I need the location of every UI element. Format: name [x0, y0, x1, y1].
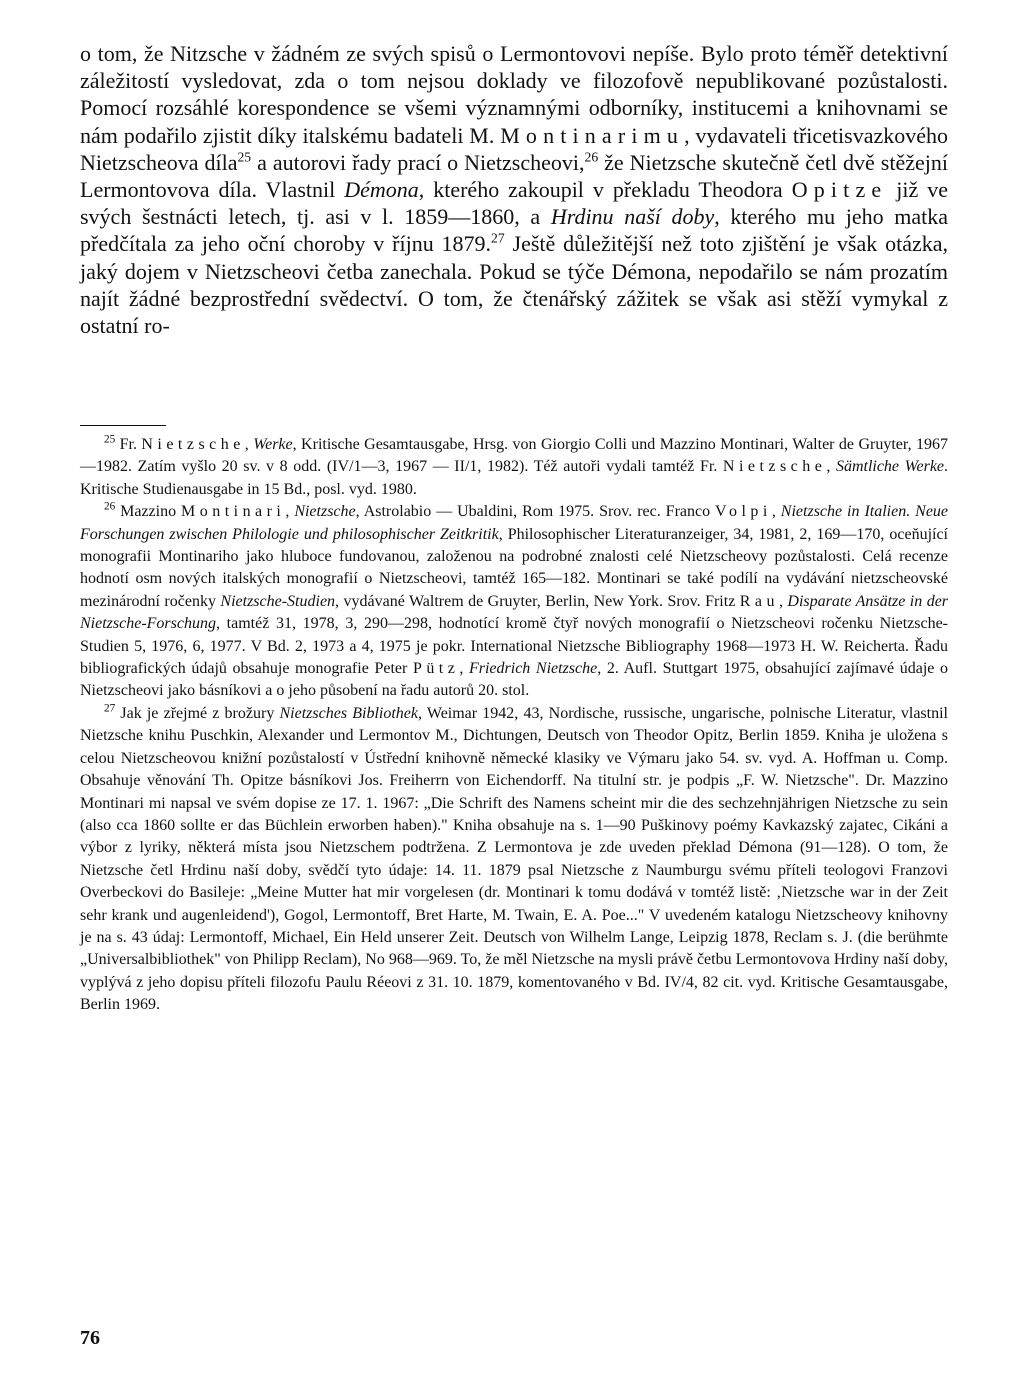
spaced-name-opitz: Opitze: [791, 177, 888, 203]
footnote-text: ,: [826, 458, 836, 476]
spaced-author: Montinari: [181, 503, 286, 521]
italic-title: Nietzsche-Studien: [220, 592, 336, 610]
footnote-text: , Astrolabio — Ubaldini, Rom 1975. Srov. rec. Franco: [355, 503, 716, 521]
footnote-text: , Philosophischer Literaturanzeiger, 34, 1981, 2, 169—170, oceňující monografii Montinariho jako hluboce fundovanou, založenou na podrobné znalosti celé Nietzscheovy pozůstalosti. Celá recenze hodnotí osm nových italských monografií o Nietzscheovi, tamtéž 165—182. Montinari se také podílí na vydávání nietzscheovské mezinárodní ročenky: [80, 525, 949, 610]
title-hrdina: Hrdinu naší doby: [550, 204, 715, 230]
footnote-text: , tamtéž 31, 1978, 3, 290—298, hodnotící kromě čtyř nových monografií o Nietzscheovi ročenku Nietzsche-Studien 5, 1976, 6, 1977. V Bd. 2, 1973 a 4, 1975 je pokr. International Nietzsche Bibliography 1968—1973 H. W. Reicherta. Řadu bibliografických údajů obsahuje monografie Peter: [80, 615, 948, 678]
footnote-27: [80, 703, 948, 1017]
footnote-text: , 2. Aufl. Stuttgart 1975, obsahující zajímavé údaje o Nietzscheovi jako básníkovi a o jeho působení na řadu autorů 20. stol.: [80, 660, 949, 700]
main-text-part: a autorovi řady prací o Nietzscheovi,: [251, 149, 585, 175]
footnote-ref-25: 25: [237, 149, 252, 165]
footnote-separator: [80, 425, 166, 426]
footnote-text: ,: [244, 436, 254, 453]
footnote-text: , Weimar 1942, 43, Nordische, russische, ungarische, polnische Literatur, vlastnil Nietzsche knihu Puschkin, Alexander und Lermontov M., Dichtungen, Deutsch von Theodor Opitz, Berlin 1859. Kniha je uložena s celou Nietzscheovou knižní pozůstalostí v Ústřední knihovně německé klasiky ve Výmaru jako 54. sv. vyd. A. Hoffman u. Comp. Obsahuje věnování Th. Opitze básníkovi Jos. Freiherrn von Eichendorff. Na titulní str. je podpis „F. W. Nietzsche". Dr. Mazzino Montinari mi napsal ve svém dopise ze 17. 1. 1967: „Die Schrift des Namens scheint mir die des sechzehnjährigen Nietzsche zu sein (also cca 1860 sollte er das Büchlein erworben haben)." Kniha obsahuje na s. 1—90 Puškinovy poémy Kavkazský zajatec, Cikáni a výbor z lyriky, některá místa jsou Nietzschem podtržena. Z Lermontova je zde uveden překlad Démona (91—128). O tom, že Nietzsche četl Hrdinu naší doby, svědčí tyto údaje: 14. 11. 1879 psal Nietzsche z Naumburgu svému příteli teologovi Franzovi Overbeckovi do Basileje: „Meine Mutter hat mir vorgelesen (dr. Montinari k tomu dodává v tomtéž listě: ‚Nietzsche war in der Zeit sehr krank und augenleidend'), Gogol, Lermontoff, Bret Harte, M. Twain, E. A. Poe..." V uvedeném katalogu Nietzscheovy knihovny je na s. 43 údaj: Lermontoff, Michael, Ein Held unserer Zeit. Deutsch von Wilhelm Lange, Leipzig 1878, Reclam s. J. (die berühmte „Universalbibliothek" von Philipp Reclam), No 968—969. To, že měl Nietzsche na mysli právě četbu Lermontovova Hrdiny naší doby, vyplývá z jeho dopisu příteli filozofu Paulu Réeovi z 31. 10. 1879, komentovaného v Bd. IV/4, 82 cit. vyd. Kritische Gesamtausgabe, Berlin 1969.: [80, 704, 948, 1014]
italic-title: Sämtliche Werke: [835, 458, 945, 476]
spaced-author: Rau: [739, 592, 779, 610]
main-text-part: , kterého mu jeho matka předčítala za jeho oční choroby v říjnu 1879.: [80, 204, 948, 257]
spaced-author: Nietzsche: [141, 436, 245, 453]
main-text-part: o tom, že Nitzsche v žádném ze svých spisů o Lermontovovi nepíše. Bylo proto téměř detektivní záležitostí vysledovat, zda o tom nejsou doklady ve filozofově nepublikované pozůstalosti. Pomocí rozsáhlé korespondence se všemi významnými odborníky, institucemi a knihovnami se nám podařilo zjistit díky italskému badateli M.: [80, 41, 948, 148]
footnote-26: [80, 501, 948, 703]
spaced-author: Volpi: [715, 503, 772, 521]
main-text-part: Ještě důležitější než toto zjištění je však otázka, jaký dojem v Nietzscheovi četba zanechala. Pokud se týče Démona, nepodařilo se nám prozatím najít žádné bezprostřední svědectví. O tom, že čtenářský zážitek se však asi stěží vymykal z ostatní ro-: [80, 231, 948, 339]
italic-title: Werke: [253, 436, 293, 453]
italic-title: Disparate Ansätze in der Nietzsche-Forschung: [80, 592, 949, 633]
italic-title: Nietzsche in Italien. Neue Forschungen zwischen Philologie und philosophischer Zeitkritik: [80, 503, 949, 543]
italic-title: Nietzsche: [294, 503, 356, 521]
footnote-number: 27: [104, 702, 116, 715]
footnote-ref-26: 26: [584, 149, 599, 165]
footnote-text: Mazzino: [115, 503, 182, 521]
title-demona: Démona: [344, 177, 419, 203]
footnote-text: Fr.: [115, 436, 142, 453]
main-text-part: , kterého zakoupil v překladu Theodora: [418, 177, 792, 203]
footnote-text: , vydávané Waltrem de Gruyter, Berlin, New York. Srov. Fritz: [335, 592, 740, 610]
footnote-text: ,: [771, 503, 781, 521]
italic-title: Nietzsches Bibliothek: [279, 704, 418, 722]
footnote-text: , Kritische Gesamtausgabe, Hrsg. von Giorgio Colli und Mazzino Montinari, Walter de Gruyter, 1967—1982. Zatím vyšlo 20 sv. v 8 odd. (IV/1—3, 1967 — II/1, 1982). Též autoři vydali tamtéž Fr.: [80, 436, 949, 476]
footnote-text: Jak je zřejmé z brožury: [115, 704, 280, 722]
footnote-number: 26: [104, 500, 116, 513]
main-paragraph: [80, 40, 948, 339]
spaced-author: Pütz: [412, 660, 460, 678]
footnote-text: . Kritische Studienausgabe in 15 Bd., posl. vyd. 1980.: [80, 458, 949, 498]
main-text-part: , vydavateli třicetisvazkového Nietzscheova díla: [80, 122, 948, 175]
page-number: 76: [80, 1327, 100, 1349]
spaced-name-montinari: Montinarimu: [500, 122, 685, 148]
main-text-part: již ve svých šestnácti letech, tj. asi v l. 1859—1860, a: [80, 177, 948, 230]
footnote-text: ,: [459, 660, 469, 678]
italic-title: Friedrich Nietzsche: [468, 660, 598, 678]
footnote-ref-27: 27: [491, 231, 505, 247]
footnote-text: ,: [285, 503, 295, 521]
main-text-part: že Nietzsche skutečně četl dvě stěžejní Lermontovova díla. Vlastnil: [80, 149, 948, 203]
footnote-25: [80, 434, 948, 501]
footnote-number: 25: [104, 433, 116, 446]
footnote-text: ,: [778, 592, 788, 610]
footnotes: [80, 434, 948, 1017]
spaced-author: Nietzsche: [722, 458, 827, 476]
